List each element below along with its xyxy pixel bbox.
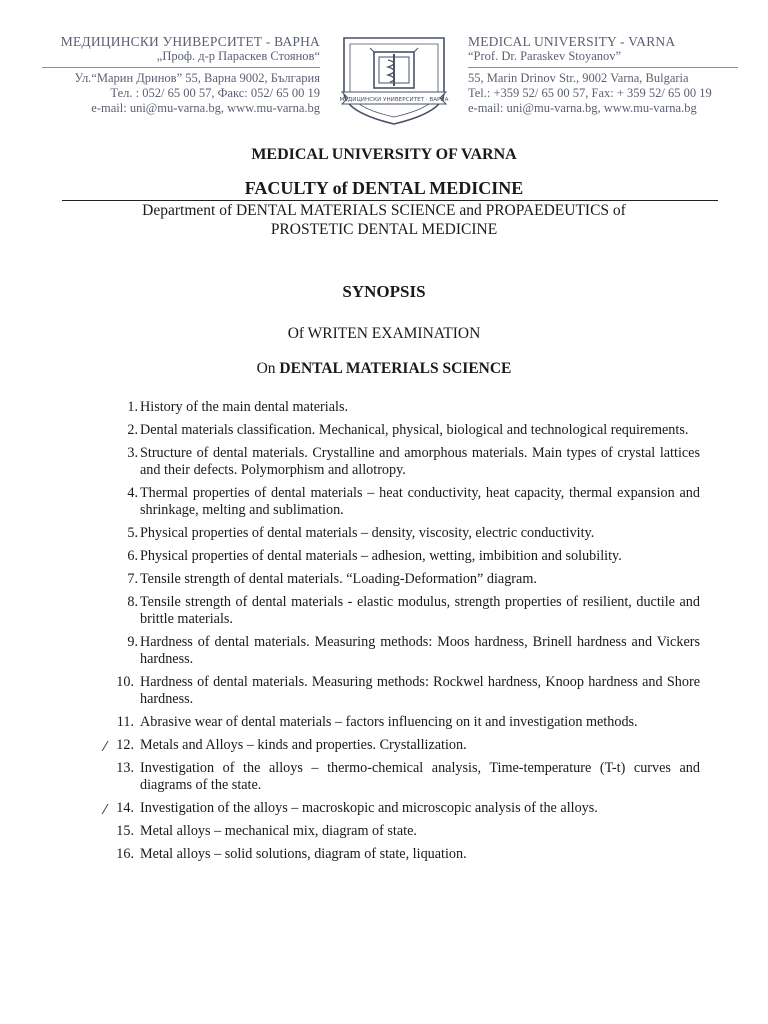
list-item [112, 525, 700, 542]
item-text: Metal alloys – mechanical mix, diagram of state. [140, 823, 417, 839]
address-en: 55, Marin Drinov Str., 9002 Varna, Bulgaria [468, 71, 689, 85]
divider [468, 67, 738, 68]
pen-tick-mark: ⁄ [104, 740, 107, 755]
exam-subtitle: Of WRITEN EXAMINATION [287, 325, 481, 342]
list-item [112, 846, 700, 863]
letterhead-bulgarian [30, 34, 320, 116]
item-text: Investigation of the alloys – macroskopic and microscopic analysis of the alloys. [140, 800, 598, 816]
item-number: 11. [116, 714, 134, 730]
list-item [112, 422, 700, 439]
list-item [112, 760, 700, 794]
item-text: Physical properties of dental materials – density, viscosity, electric conductivity. [140, 525, 595, 541]
item-number: 4. [127, 485, 138, 501]
email-bg: e-mail: uni@mu-varna.bg, www.mu-varna.bg [91, 101, 320, 115]
list-item [112, 714, 700, 731]
letterhead [0, 0, 768, 140]
crest-text: МЕДИЦИНСКИ УНИВЕРСИТЕТ · ВАРНА [339, 97, 449, 103]
item-number: 16. [116, 846, 134, 862]
item-text: Abrasive wear of dental materials – factors influencing on it and investigation methods. [140, 714, 638, 730]
synopsis-title: SYNOPSIS [342, 282, 426, 301]
item-number: 5. [127, 525, 138, 541]
item-text: Hardness of dental materials. Measuring methods: Rockwel hardness, Knoop hardness and Shore hardness. [140, 674, 700, 707]
item-text: History of the main dental materials. [140, 399, 349, 415]
faculty-title: FACULTY of DENTAL MEDICINE [244, 178, 524, 198]
list-item [104, 737, 700, 755]
list-item [112, 548, 700, 565]
item-text: Physical properties of dental materials – adhesion, wetting, imbibition and solubility. [140, 548, 622, 564]
item-number: 10. [116, 674, 134, 690]
item-number: 12. [116, 737, 134, 753]
document-heading [0, 144, 768, 239]
list-item [112, 674, 700, 708]
heading-rule [62, 200, 718, 201]
pen-tick-mark: ⁄ [104, 803, 107, 818]
list-item [112, 594, 700, 628]
email-en: e-mail: uni@mu-varna.bg, www.mu-varna.bg [468, 101, 697, 115]
list-item [104, 800, 700, 818]
phone-en: Tel.: +359 52/ 65 00 57, Fax: + 359 52/ 65 00 19 [468, 86, 712, 100]
item-text: Thermal properties of dental materials – heat conductivity, heat capacity, thermal expansion and shrinkage, melting and sublimation. [140, 485, 700, 518]
university-person-en: “Prof. Dr. Paraskev Stoyanov” [468, 49, 622, 63]
subject-prefix: On [256, 360, 276, 377]
item-text: Tensile strength of dental materials. “Loading-Deformation” diagram. [140, 571, 537, 587]
list-item [112, 445, 700, 479]
item-text: Metals and Alloys – kinds and properties. Crystallization. [140, 737, 467, 753]
list-item [112, 485, 700, 519]
item-text: Structure of dental materials. Crystalline and amorphous materials. Main types of crystal lattices and their defects. Polymorphism and allotropy. [140, 445, 700, 478]
item-text: Hardness of dental materials. Measuring methods: Moos hardness, Brinell hardness and Vickers hardness. [140, 634, 700, 667]
item-text: Tensile strength of dental materials - elastic modulus, strength properties of resilient, ductile and brittle materials. [140, 594, 700, 627]
item-text: Metal alloys – solid solutions, diagram of state, liquation. [140, 846, 467, 862]
list-item [112, 634, 700, 668]
list-item [112, 823, 700, 840]
university-crest-logo [330, 34, 458, 126]
subject-line [0, 360, 768, 378]
letterhead-english [468, 34, 758, 116]
university-title: MEDICAL UNIVERSITY OF VARNA [251, 146, 517, 163]
item-number: 13. [116, 760, 134, 776]
item-number: 15. [116, 823, 134, 839]
item-number: 7. [127, 571, 138, 587]
item-number: 6. [127, 548, 138, 564]
subject-name: DENTAL MATERIALS SCIENCE [279, 360, 512, 377]
item-number: 14. [116, 800, 134, 816]
item-number: 1. [127, 399, 138, 415]
topic-list [104, 399, 700, 869]
divider [42, 67, 320, 68]
department-line-1: Department of DENTAL MATERIALS SCIENCE and PROPAEDEUTICS of [142, 202, 626, 219]
item-number: 3. [127, 445, 138, 461]
department-line-2: PROSTETIC DENTAL MEDICINE [270, 221, 498, 238]
item-number: 8. [127, 594, 138, 610]
university-name-bg: МЕДИЦИНСКИ УНИВЕРСИТЕТ - ВАРНА [60, 34, 320, 49]
item-text: Investigation of the alloys – thermo-chemical analysis, Time-temperature (T-t) curves and diagrams of the state. [140, 760, 700, 793]
university-name-en: MEDICAL UNIVERSITY - VARNA [468, 34, 676, 49]
item-number: 9. [127, 634, 138, 650]
address-bg: Ул.“Марин Дринов” 55, Варна 9002, България [74, 71, 320, 85]
phone-bg: Тел. : 052/ 65 00 57, Факс: 052/ 65 00 19 [110, 86, 320, 100]
item-text: Dental materials classification. Mechanical, physical, biological and technological requirements. [140, 422, 689, 438]
list-item [112, 399, 700, 416]
list-item [112, 571, 700, 588]
university-person-bg: „Проф. д-р Параскев Стоянов“ [156, 49, 320, 63]
item-number: 2. [127, 422, 138, 438]
